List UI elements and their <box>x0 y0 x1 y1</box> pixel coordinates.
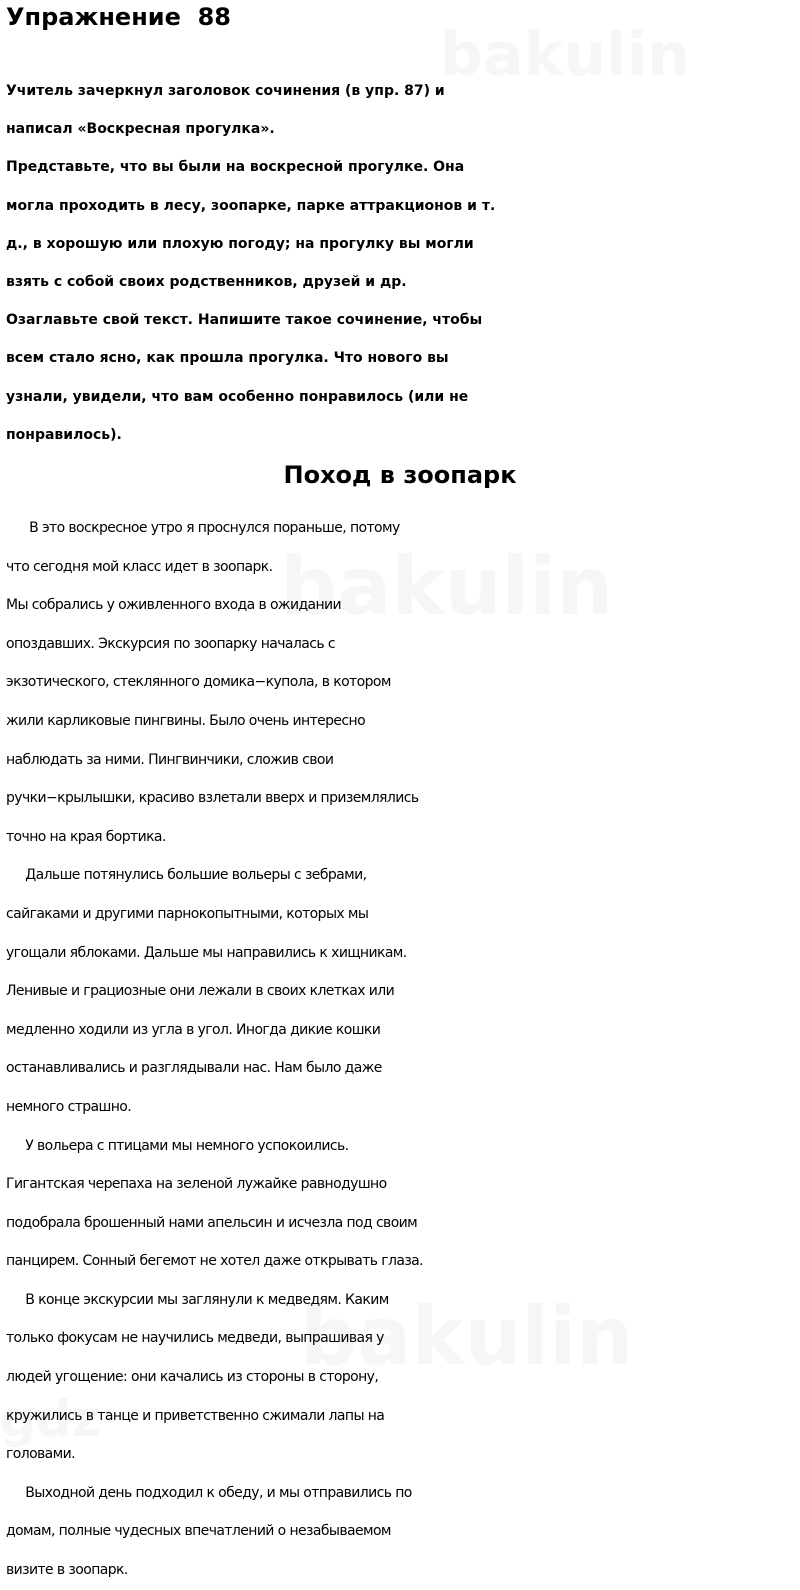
task-line: д., в хорошую или плохую погоду; на прогулку вы могли <box>6 235 474 252</box>
essay-line: подобрала брошенный нами апельсин и исчезла под своим <box>6 1214 418 1231</box>
task-line: взять с собой своих родственников, друзей и др. <box>6 273 407 290</box>
essay-line: сайгаками и другими парнокопытными, которых мы <box>6 905 369 922</box>
task-text <box>6 72 798 454</box>
essay-line: жили карликовые пингвины. Было очень интересно <box>6 712 366 729</box>
essay-line: Ленивые и грациозные они лежали в своих клетках или <box>6 983 395 1000</box>
essay-line: визите в зоопарк. <box>6 1562 128 1579</box>
essay-line: В конце экскурсии мы заглянули к медведям. Каким <box>6 1291 389 1308</box>
essay-line: угощали яблоками. Дальше мы направились к хищникам. <box>6 944 407 961</box>
task-line: всем стало ясно, как прошла прогулка. Что нового вы <box>6 350 449 367</box>
essay-line: что сегодня мой класс идет в зоопарк. <box>6 558 273 575</box>
essay-line: панцирем. Сонный бегемот не хотел даже открывать глаза. <box>6 1253 424 1270</box>
essay-line: наблюдать за ними. Пингвинчики, сложив свои <box>6 751 334 768</box>
task-line: могла проходить в лесу, зоопарке, парке аттракционов и т. <box>6 197 496 214</box>
essay-line: У вольера с птицами мы немного успокоились. <box>6 1137 349 1154</box>
task-line: Озаглавьте свой текст. Напишите такое сочинение, чтобы <box>6 312 483 329</box>
essay-line: останавливались и разглядывали нас. Нам было даже <box>6 1060 382 1077</box>
essay-line: немного страшно. <box>6 1098 132 1115</box>
essay-line: домам, полные чудесных впечатлений о незабываемом <box>6 1523 391 1540</box>
essay-line: Мы собрались у оживленного входа в ожидании <box>6 597 342 614</box>
essay-line: ручки−крылышки, красиво взлетали вверх и приземлялись <box>6 790 419 807</box>
task-line: узнали, увидели, что вам особенно понравилось (или не <box>6 388 469 405</box>
essay-line: опоздавших. Экскурсия по зоопарку началась с <box>6 635 335 652</box>
essay-line: точно на края бортика. <box>6 828 166 845</box>
essay-line: экзотического, стеклянного домика−купола, в котором <box>6 674 391 691</box>
essay-line: медленно ходили из угла в угол. Иногда дикие кошки <box>6 1021 381 1038</box>
essay-line: только фокусам не научились медведи, выпрашивая у <box>6 1330 384 1347</box>
essay-line: головами. <box>6 1446 75 1463</box>
task-line: понравилось). <box>6 426 122 443</box>
essay-text <box>6 509 798 1590</box>
essay-line: Выходной день подходил к обеду, и мы отправились по <box>6 1484 412 1501</box>
exercise-heading: Упражнение 88 <box>6 3 231 31</box>
task-line: написал «Воскресная прогулка». <box>6 121 275 138</box>
essay-line: Дальше потянулись большие вольеры с зебрами, <box>6 867 367 884</box>
essay-line: Гигантская черепаха на зеленой лужайке равнодушно <box>6 1176 387 1193</box>
essay-line: кружились в танце и приветственно сжимали лапы на <box>6 1407 385 1424</box>
essay-line: людей угощение: они качались из стороны в сторону, <box>6 1369 379 1386</box>
task-line: Представьте, что вы были на воскресной прогулке. Она <box>6 159 465 176</box>
essay-title: Поход в зоопарк <box>283 461 517 489</box>
essay-line: В это воскресное утро я проснулся пораньше, потому <box>6 520 400 536</box>
task-line: Учитель зачеркнул заголовок сочинения (в упр. 87) и <box>6 83 445 99</box>
